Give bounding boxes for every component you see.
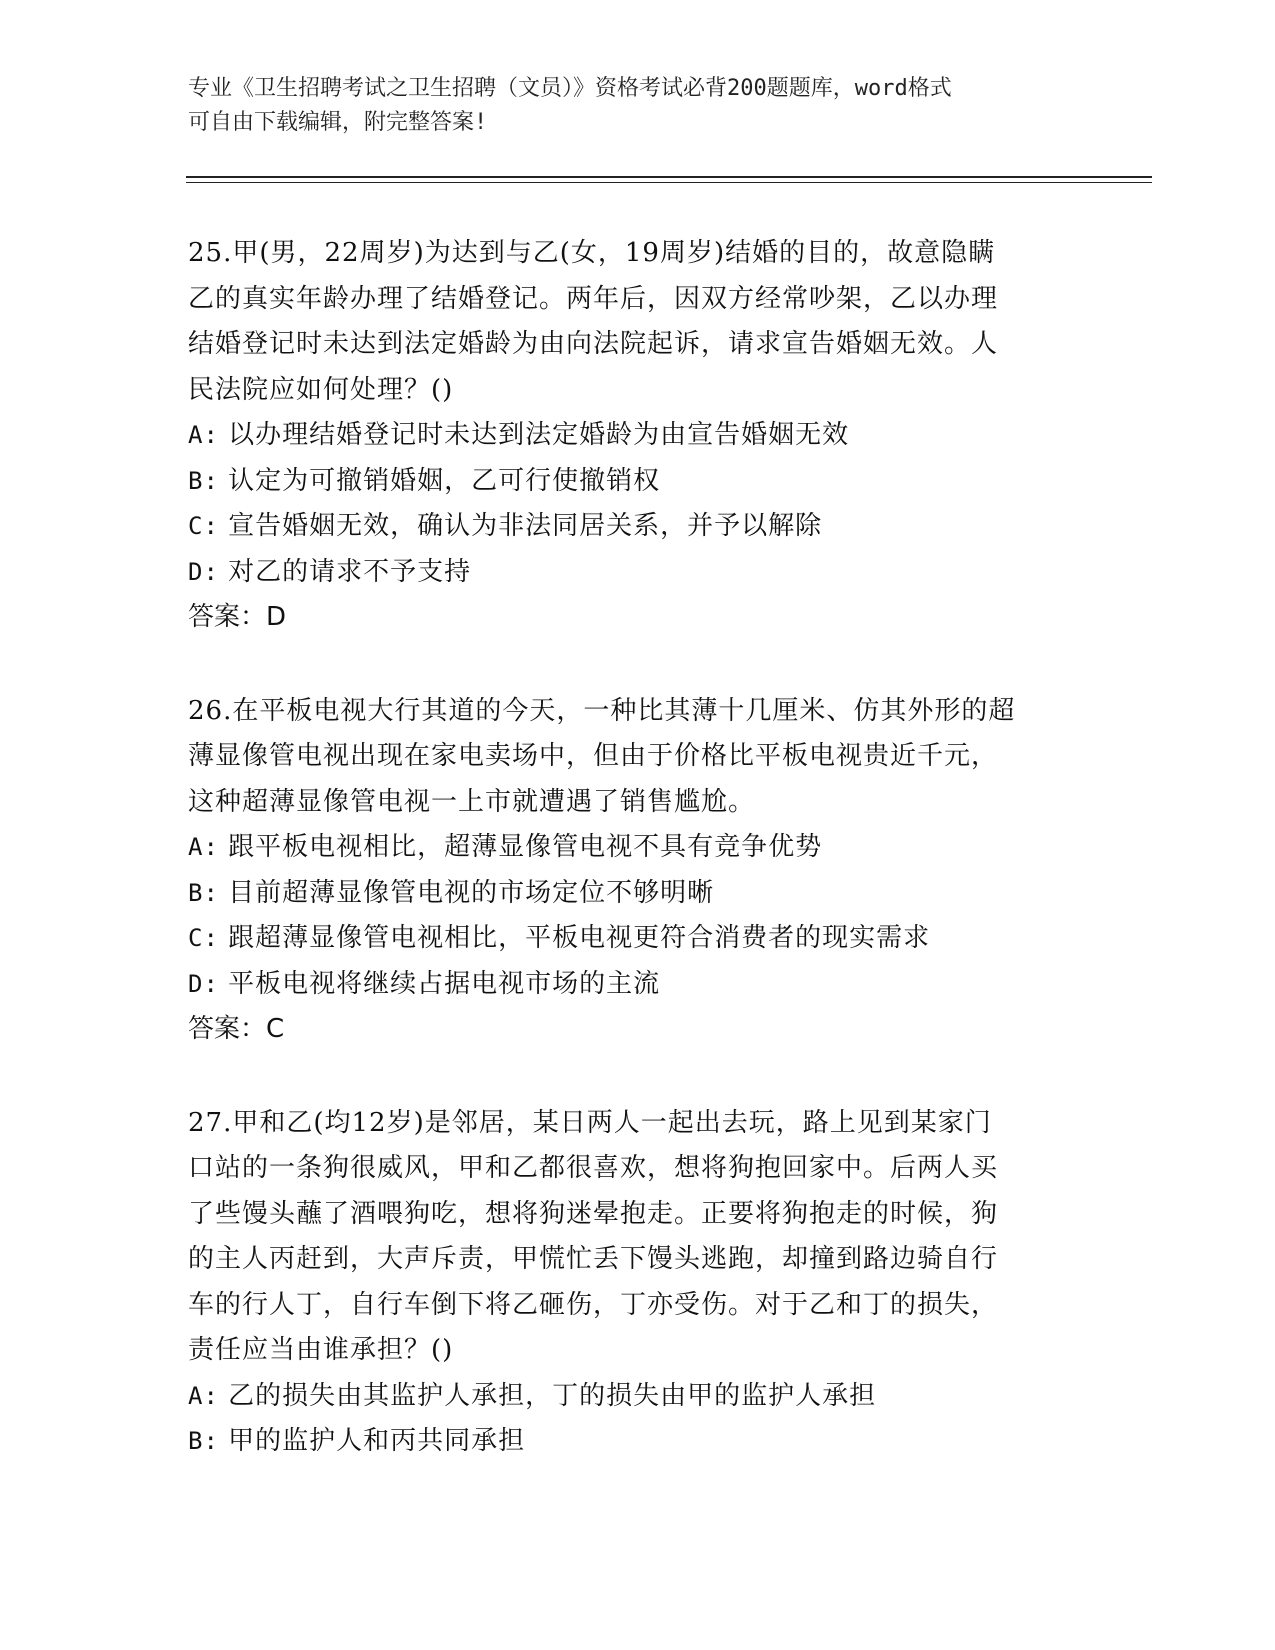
option-d xyxy=(188,550,1088,596)
question-26 xyxy=(188,689,1088,1053)
question-text-line: 责任应当由谁承担？() xyxy=(188,1335,454,1365)
option-b xyxy=(188,1419,1088,1465)
option-text: 平板电视将继续占据电视市场的主流 xyxy=(228,968,661,999)
option-letter: A: xyxy=(188,833,219,861)
question-text-line: 了些馒头蘸了酒喂狗吃，想将狗迷晕抱走。正要将狗抱走的时候，狗 xyxy=(188,1198,999,1229)
question-text-line: 乙的真实年龄办理了结婚登记。两年后，因双方经常吵架，乙以办理 xyxy=(188,283,999,314)
option-text: 宣告婚姻无效，确认为非法同居关系，并予以解除 xyxy=(228,511,823,541)
option-letter: B: xyxy=(188,878,219,907)
option-text: 跟超薄显像管电视相比，平板电视更符合消费者的现实需求 xyxy=(228,923,931,953)
document-header xyxy=(188,72,1068,140)
question-spacer xyxy=(188,1053,1088,1101)
question-text-line: 薄显像管电视出现在家电卖场中，但由于价格比平板电视贵近千元， xyxy=(188,741,999,771)
option-text: 甲的监护人和丙共同承担 xyxy=(228,1426,526,1456)
question-text-line: 26.在平板电视大行其道的今天，一种比其薄十几厘米、仿其外形的超 xyxy=(188,695,1016,726)
question-text-line: 结婚登记时未达到法定婚龄为由向法院起诉，请求宣告婚姻无效。人 xyxy=(188,329,999,359)
option-text: 目前超薄显像管电视的市场定位不够明晰 xyxy=(228,877,715,908)
question-text-line: 27.甲和乙(均12岁)是邻居，某日两人一起出去玩，路上见到某家门 xyxy=(188,1107,992,1138)
answer-line: 答案：D xyxy=(188,602,287,632)
option-letter: D: xyxy=(188,557,219,586)
option-text: 跟平板电视相比，超薄显像管电视不具有竞争优势 xyxy=(228,832,823,862)
option-text: 认定为可撤销婚姻，乙可行使撤销权 xyxy=(228,465,661,496)
option-text: 对乙的请求不予支持 xyxy=(228,556,472,587)
option-c xyxy=(188,916,1088,962)
question-text-line: 车的行人丁，自行车倒下将乙砸伤，丁亦受伤。对于乙和丁的损失， xyxy=(188,1289,999,1320)
question-text-line: 民法院应如何处理？() xyxy=(188,374,454,405)
question-text-line: 25.甲(男，22周岁)为达到与乙(女，19周岁)结婚的目的，故意隐瞒 xyxy=(188,238,996,268)
option-letter: C: xyxy=(188,512,219,540)
header-line-2: 可自由下载编辑，附完整答案! xyxy=(188,110,488,135)
question-list xyxy=(188,231,1088,1465)
option-letter: D: xyxy=(188,969,219,998)
question-text-line: 口站的一条狗很威风，甲和乙都很喜欢，想将狗抱回家中。后两人买 xyxy=(188,1153,999,1183)
option-letter: B: xyxy=(188,1427,219,1455)
question-25 xyxy=(188,231,1088,641)
option-a xyxy=(188,825,1088,871)
option-letter: A: xyxy=(188,421,219,449)
option-d xyxy=(188,962,1088,1008)
header-divider-thin xyxy=(186,182,1152,183)
option-letter: A: xyxy=(188,1381,219,1410)
question-spacer xyxy=(188,641,1088,689)
option-a xyxy=(188,413,1088,459)
option-b xyxy=(188,871,1088,917)
option-c xyxy=(188,504,1088,550)
option-letter: C: xyxy=(188,924,219,952)
option-text: 以办理结婚登记时未达到法定婚龄为由宣告婚姻无效 xyxy=(228,420,850,450)
header-divider-thick xyxy=(186,176,1152,178)
question-27 xyxy=(188,1101,1088,1465)
question-text-line: 这种超薄显像管电视一上市就遭遇了销售尴尬。 xyxy=(188,786,756,817)
option-a xyxy=(188,1374,1088,1420)
answer-line: 答案：C xyxy=(188,1014,285,1044)
question-text-line: 的主人丙赶到，大声斥责，甲慌忙丢下馒头逃跑，却撞到路边骑自行 xyxy=(188,1244,999,1274)
option-letter: B: xyxy=(188,466,219,495)
header-line-1: 专业《卫生招聘考试之卫生招聘（文员）》资格考试必背200题题库，word格式 xyxy=(188,76,952,101)
option-b xyxy=(188,459,1088,505)
option-text: 乙的损失由其监护人承担，丁的损失由甲的监护人承担 xyxy=(228,1380,877,1411)
